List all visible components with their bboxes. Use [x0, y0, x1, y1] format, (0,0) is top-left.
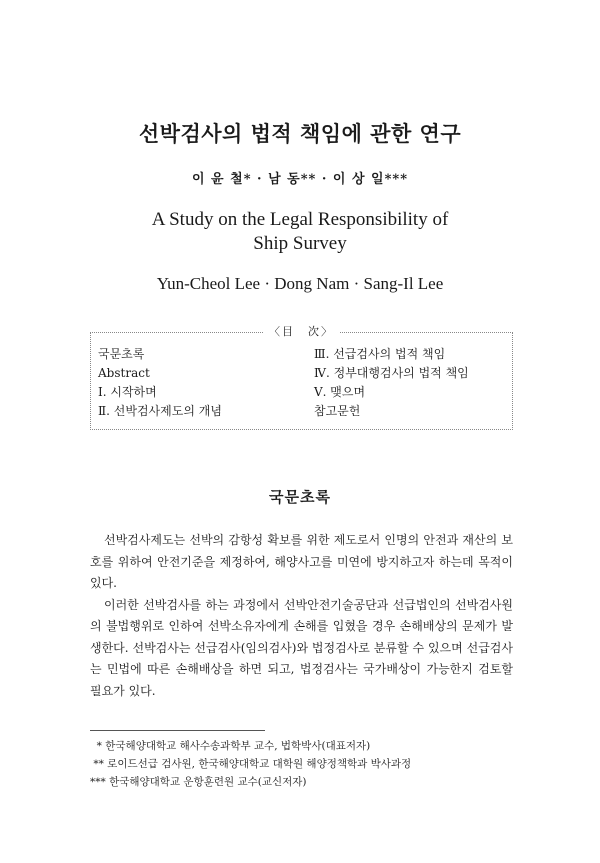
abstract-paragraph: 이러한 선박검사를 하는 과정에서 선박안전기술공단과 선급법인의 선박검사원의 불법행위로 인하여 선박소유자에게 손해를 입혔을 경우 손해배상의 문제가 발생한다. 선박검사는 선급검사(임의검사)와 법정검사로 분류할 수 있으며 선급검사는 민법에 따른 손해배상을 하면 되고, 법정검사는 국가배상이 가능한지 검토할 필요가 있다. — [90, 597, 513, 698]
footnote: *** 한국해양대학교 운항훈련원 교수(교신저자) — [90, 776, 307, 788]
toc-item: Ⅳ. 정부대행검사의 법적 책임 — [314, 366, 469, 380]
toc-header — [91, 324, 512, 340]
table-of-contents — [90, 325, 513, 430]
footnote-divider — [90, 730, 265, 731]
abstract-body — [90, 530, 513, 702]
toc-item: 국문초록 — [98, 347, 145, 361]
toc-left-column — [98, 345, 222, 421]
abstract-heading: 국문초록 — [269, 488, 331, 506]
paper-title-english — [0, 208, 600, 256]
toc-item: Ⅴ. 맺으며 — [314, 385, 366, 399]
toc-item: 참고문헌 — [314, 404, 361, 418]
toc-item: Abstract — [98, 366, 150, 380]
authors-english: Yun-Cheol Lee · Dong Nam · Sang-Il Lee — [156, 274, 444, 293]
authors-korean: 이 윤 철* · 남 동** · 이 상 일*** — [191, 172, 409, 187]
toc-item: Ⅰ. 시작하며 — [98, 385, 157, 399]
abstract-paragraph: 선박검사제도는 선박의 감항성 확보를 위한 제도로서 인명의 안전과 재산의 보호를 위하여 안전기준을 제정하여, 해양사고를 미연에 방지하고자 하는데 목적이 있다. — [90, 533, 513, 590]
title-en-line-2: Ship Survey — [253, 233, 347, 254]
footnotes — [90, 737, 530, 791]
title-en-line-1: A Study on the Legal Responsibility of — [151, 209, 449, 230]
footnote: ** 로이드선급 검사원, 한국해양대학교 대학원 해양정책학과 박사과정 — [90, 758, 412, 770]
toc-right-column — [314, 345, 469, 421]
toc-item: Ⅱ. 선박검사제도의 개념 — [98, 404, 222, 418]
toc-header-label: 〈目 次〉 — [263, 325, 340, 338]
paper-title-korean: 선박검사의 법적 책임에 관한 연구 — [138, 121, 462, 146]
toc-item: Ⅲ. 선급검사의 법적 책임 — [314, 347, 446, 361]
footnote: * 한국해양대학교 해사수송과학부 교수, 법학박사(대표저자) — [90, 740, 371, 752]
